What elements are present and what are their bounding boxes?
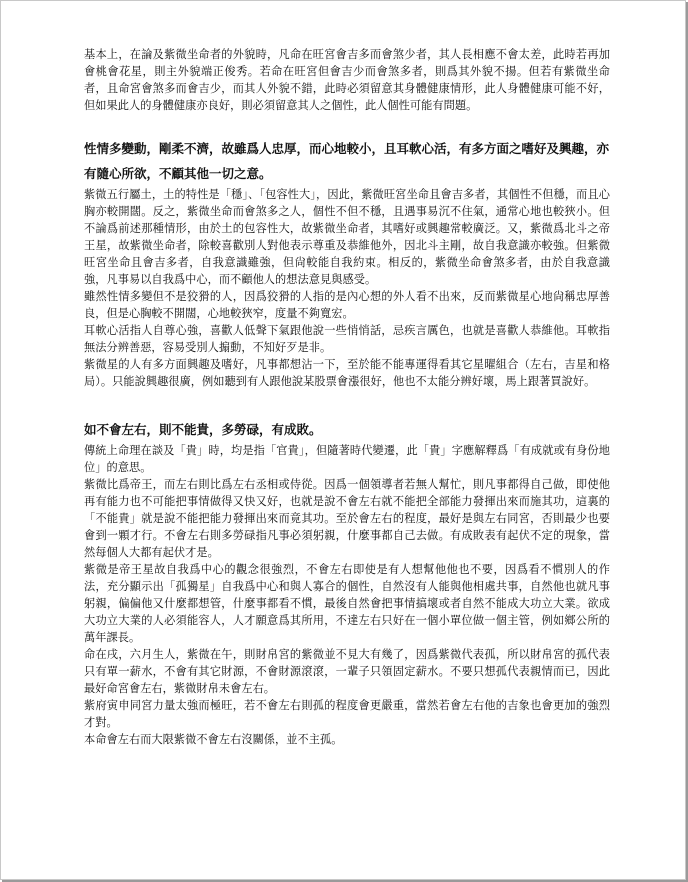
paragraph-zifu-yinshen: 紫府寅申同宮力量太強而極旺，若不會左右則孤的程度會更嚴重，當然若會左右他的吉象也會更加的強烈才對。 — [84, 699, 610, 729]
section-heading-temperament: 性情多變動，剛柔不濟，故雖爲人忠厚，而心地較小，且耳軟心活，有多方面之嗜好及興趣，亦有隨心所欲，不顧其他一切之意。 — [84, 141, 610, 181]
page-content — [84, 46, 610, 748]
paragraph-many-interests: 紫微星的人有多方面興趣及嗜好，凡事都想沾一下，至於能不能專運得看其它星曜組合（左右，吉星和格局）。只能說興趣很廣，例如聽到有人跟他說某股票會漲很好，他也不太能分辨好壞，馬上跟著買說好。 — [84, 358, 610, 388]
paragraph-soft-ears: 耳軟心活指人自尊心強，喜歡人低聲下氣跟他說一些悄悄話，忌疾言厲色，也就是喜歡人恭維他。耳軟指無法分辨善惡，容易受別人搧動，不知好歹是非。 — [84, 324, 610, 354]
paragraph-changeable-nature: 雖然性情多變但不是狡猾的人，因爲狡猾的人指的是內心想的外人看不出來，反而紫微星心地尙稱忠厚善良，但是心胸較不開闊，心地較狹窄，度量不夠寬宏。 — [84, 290, 610, 320]
section-spacer — [84, 390, 610, 417]
paragraph-meaning-of-gui: 傳統上命理在談及「貴」時，均是指「官貴」，但隨著時代變遷，此「貴」字應解釋爲「有成就或有身份地位」的意思。 — [84, 444, 610, 474]
section-heading-assistants: 如不會左右，則不能貴，多勞碌，有成敗。 — [84, 422, 322, 437]
paragraph-major-limit: 本命會左右而大限紫微不會左右沒關係，並不主孤。 — [84, 733, 343, 746]
paragraph-earth-nature: 紫微五行屬土，土的特性是「穩」、「包容性大」，因此，紫微旺宮坐命且會吉多者，其個性不但穩，而且心胸亦較開闊。反之，紫微坐命而會煞多之人，個性不但不穩，且遇事易沉不住氣，通常心地也較狹小。但不論爲前述那種情形，由於土的包容性大，故紫微坐命者，其嗜好或興趣常較廣泛。又，紫微爲北斗之帝王星，故紫微坐命者，除較喜歡別人對他表示尊重及恭維他外，因北斗主剛，故自我意識亦較強。但紫微旺宮坐命且會吉多者，自我意識雖強，但尙較能自我約束。相反的，紫微坐命會煞多者，由於自我意識強，凡事易以自我爲中心，而不顧他人的想法意見與感受。 — [84, 188, 610, 286]
section-spacer — [84, 114, 610, 136]
paragraph-wealth-palace: 命在戌，六月生人，紫微在午，則財帛宮的紫微並不見大有幾了，因爲紫微代表孤，所以財帛宮的孤代表只有單一薪水，不會有其它財源，不會財源滾滾，一輩子只領固定薪水。不要只想孤代表親情而已，因此最好命宮會左右，紫微財帛未會左右。 — [84, 648, 610, 695]
paragraph-appearance: 基本上，在論及紫微坐命者的外貌時，凡命在旺宮會吉多而會煞少者，其人長相應不會太差，此時若再加會桃會花星，則主外貌端正俊秀。若命在旺宮但會吉少而會煞多者，則爲其外貌不揚。但若有紫微坐命者，且命宮會煞多而會吉少，而其人外貌不錯，此時必須留意其身體健康情形，此人身體健康可能不好，但如果此人的身體健康亦良好，則必須留意其人之個性，此人個性可能有問題。 — [84, 48, 610, 112]
paragraph-emperor-ministers: 紫微比爲帝王，而左右則比爲左右丞相或侍從。因爲一個領導者若無人幫忙，則凡事都得自己做，即使他再有能力也不可能把事情做得又快又好，也就是說不會左右就不能把全部能力發揮出來而施其功，這裏的「不能貴」就是說不能把能力發揮出來而竟其功。至於會左右的程度，最好是與左右同宮，否則最少也要會到一顆才行。不會左右則多勞碌指凡事必須躬親，什麼事都自己去做。有成敗表有起伏不定的現象，當然每個人大都有起伏才是。 — [84, 478, 610, 559]
paragraph-self-centered: 紫微是帝王星故自我爲中心的觀念很強烈，不會左右即使是有人想幫他他也不要，因爲看不慣別人的作法，充分顯示出「孤獨星」自我爲中心和與人寡合的個性，自然沒有人能與他相處共事，自然他也就凡事躬親，偏偏他又什麼都想管，什麼事都看不慣，最後自然會把事情搞壞或者自然不能成大功立大業。欲成大功立大業的人必須能容人，人才願意爲其所用，不達左右只好在一個小單位做一個主管，例如鄉公所的萬年課長。 — [84, 563, 610, 644]
